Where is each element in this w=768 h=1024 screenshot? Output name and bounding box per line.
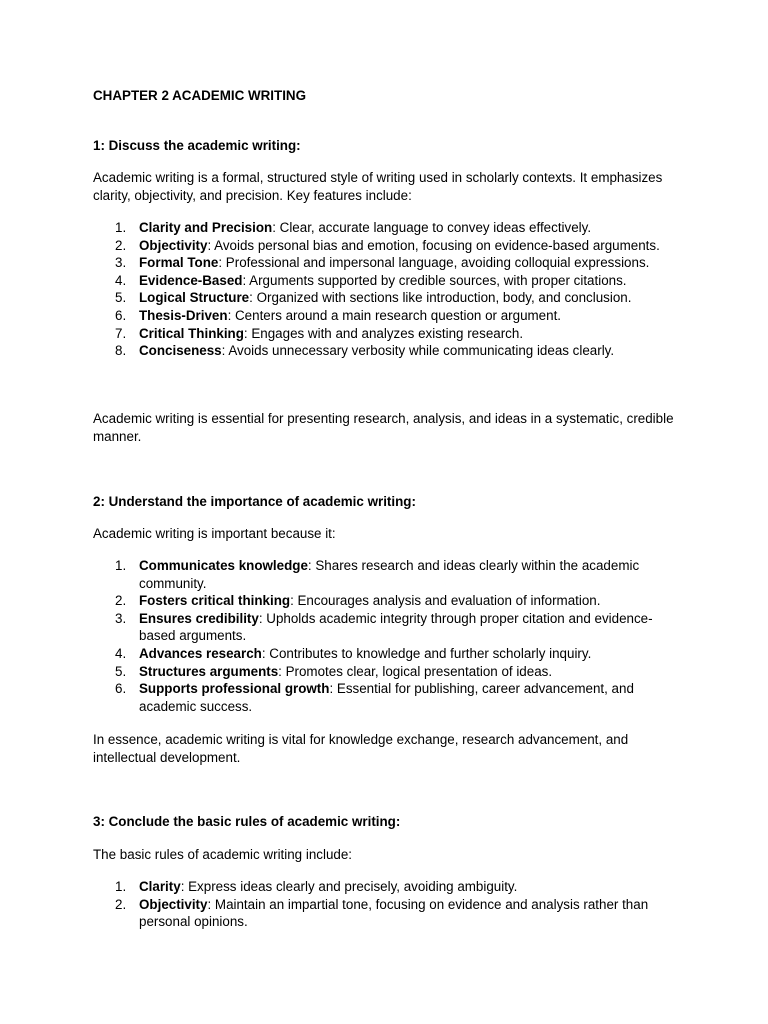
list-item: 3. Ensures credibility: Upholds academic integrity through proper citation and evidence-based arguments. [115, 610, 653, 644]
list-item: 2. Fosters critical thinking: Encourages analysis and evaluation of information. [115, 593, 601, 609]
list-item: 4. Evidence-Based: Arguments supported by credible sources, with proper citations. [115, 272, 627, 288]
section-2-intro: Academic writing is important because it: [93, 526, 336, 541]
section-2-closing: In essence, academic writing is vital for knowledge exchange, research advancement, and intellectual development. [93, 732, 629, 765]
list-item: 5. Logical Structure: Organized with sections like introduction, body, and conclusion. [115, 290, 632, 306]
list-item: 2. Objectivity: Avoids personal bias and emotion, focusing on evidence-based arguments. [115, 237, 660, 253]
section-1-intro: Academic writing is a formal, structured style of writing used in scholarly contexts. It emphasizes clarity, objectivity, and precision. Key features include: [93, 170, 663, 203]
document-title: CHAPTER 2 ACADEMIC WRITING [93, 88, 307, 103]
list-item: 6. Thesis-Driven: Centers around a main research question or argument. [115, 307, 562, 323]
section-3-list [93, 878, 683, 931]
section-2-list [93, 557, 683, 715]
section-3-intro: The basic rules of academic writing include: [93, 847, 353, 862]
list-item: 3. Formal Tone: Professional and impersonal language, avoiding colloquial expressions. [115, 255, 650, 271]
list-item: 8. Conciseness: Avoids unnecessary verbosity while communicating ideas clearly. [115, 343, 615, 359]
list-item: 2. Objectivity: Maintain an impartial tone, focusing on evidence and analysis rather than personal opinions. [115, 896, 649, 930]
section-3-heading: 3: Conclude the basic rules of academic writing: [93, 814, 401, 829]
list-item: 7. Critical Thinking: Engages with and analyzes existing research. [115, 325, 524, 341]
section-2-heading: 2: Understand the importance of academic writing: [93, 494, 416, 509]
list-item: 6. Supports professional growth: Essential for publishing, career advancement, and academic success. [115, 681, 634, 714]
list-item: 5. Structures arguments: Promotes clear, logical presentation of ideas. [115, 663, 553, 679]
section-1-heading: 1: Discuss the academic writing: [93, 138, 301, 153]
list-item: 4. Advances research: Contributes to knowledge and further scholarly inquiry. [115, 645, 592, 661]
list-item: 1. Clarity and Precision: Clear, accurate language to convey ideas effectively. [115, 220, 592, 235]
section-1-list [93, 219, 683, 360]
section-1-closing: Academic writing is essential for presenting research, analysis, and ideas in a systematic, credible manner. [93, 411, 674, 444]
list-item: 1. Communicates knowledge: Shares research and ideas clearly within the academic community. [115, 558, 640, 591]
list-item: 1. Clarity: Express ideas clearly and precisely, avoiding ambiguity. [115, 879, 518, 894]
